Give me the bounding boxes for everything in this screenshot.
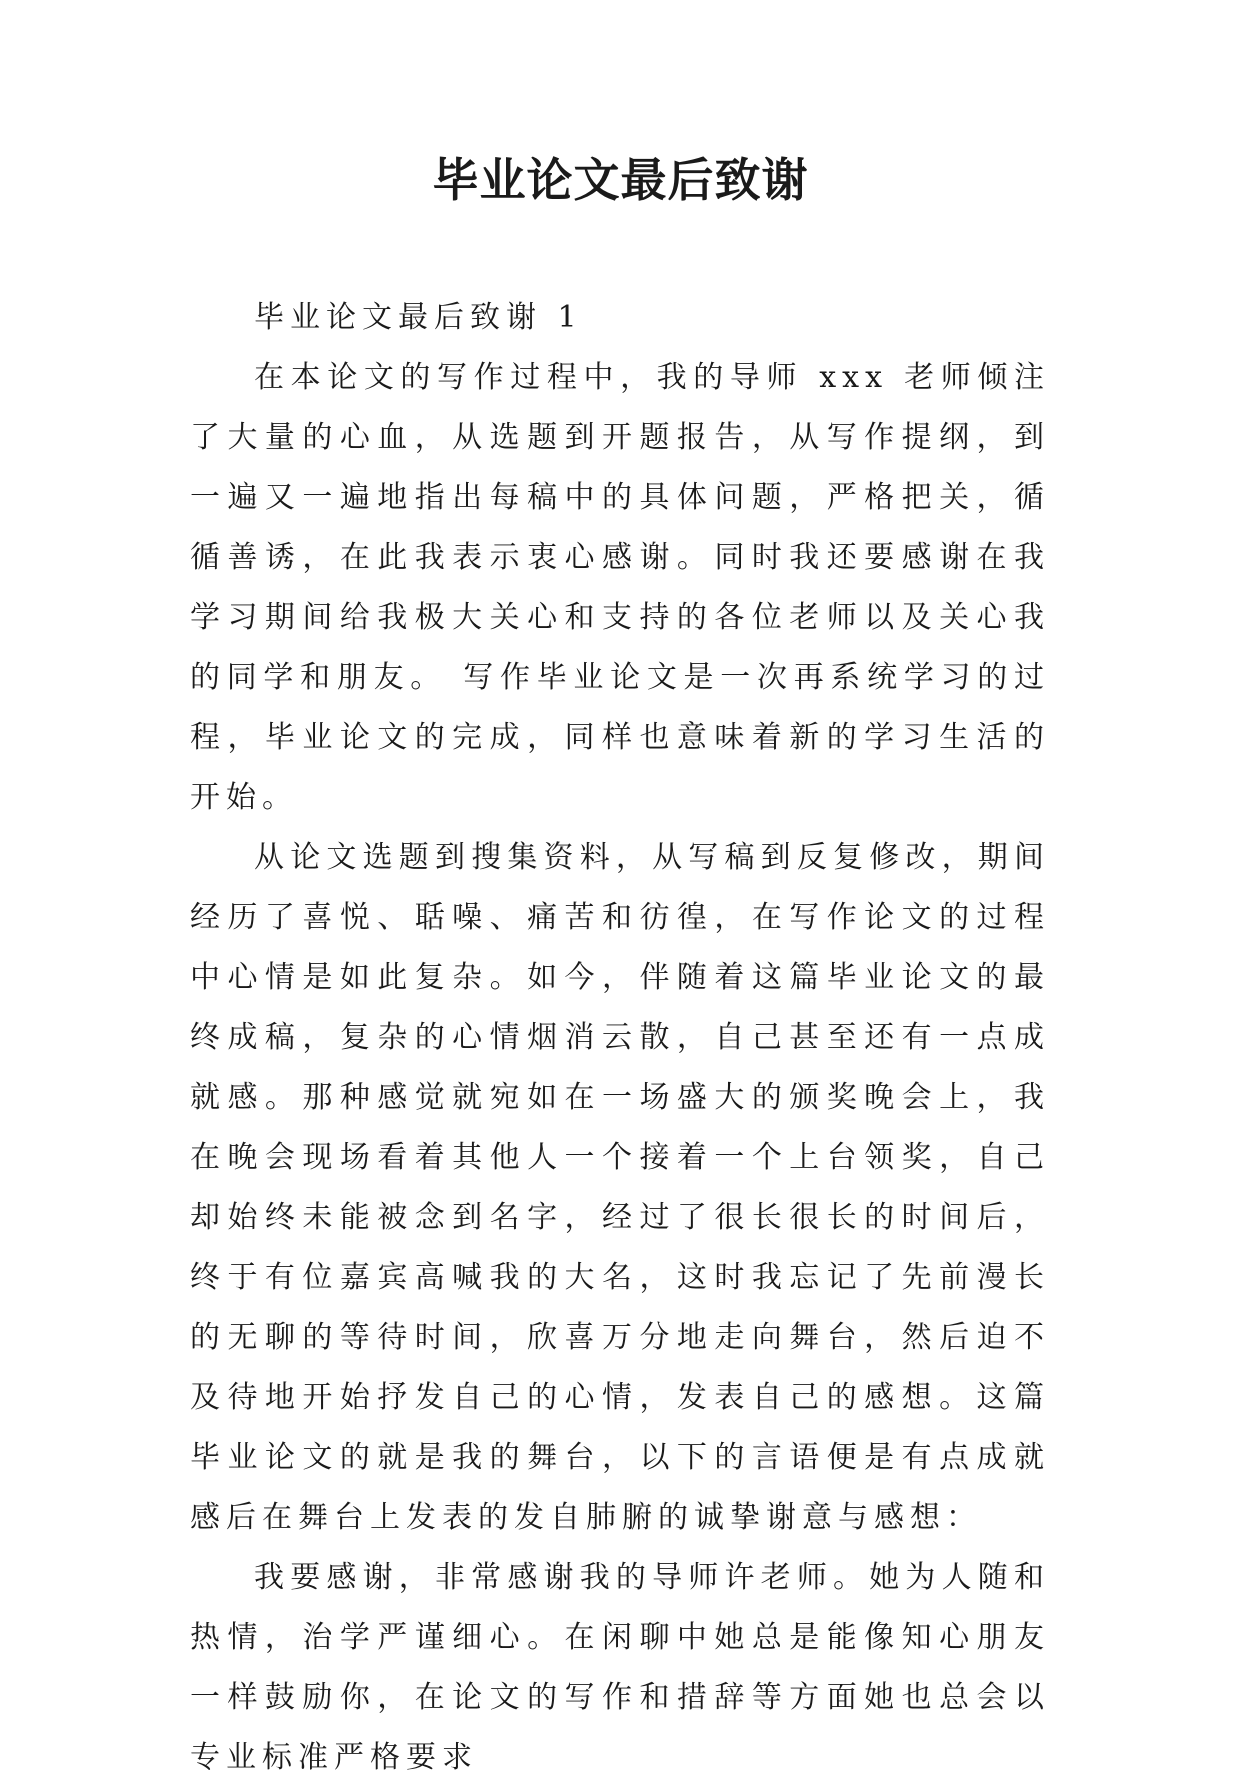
section-heading: 毕业论文最后致谢 1	[254, 300, 583, 335]
paragraph-3: 我要感谢，非常感谢我的导师许老师。她为人随和热情，治学严谨细心。在闲聊中她总是能像知心朋友一样鼓励你，在论文的写作和措辞等方面她也总会以专业标准严格要求	[190, 1560, 1050, 1775]
document-title: 毕业论文最后致谢	[432, 153, 809, 207]
document-body	[190, 288, 1050, 1788]
paragraph-2: 从论文选题到搜集资料，从写稿到反复修改，期间经历了喜悦、聒噪、痛苦和彷徨，在写作论文的过程中心情是如此复杂。如今，伴随着这篇毕业论文的最终成稿，复杂的心情烟消云散，自己甚至还有一点成就感。那种感觉就宛如在一场盛大的颁奖晚会上，我在晚会现场看着其他人一个接着一个上台领奖，自己却始终未能被念到名字，经过了很长很长的时间后，终于有位嘉宾高喊我的大名，这时我忘记了先前漫长的无聊的等待时间，欣喜万分地走向舞台，然后迫不及待地开始抒发自己的心情，发表自己的感想。这篇毕业论文的就是我的舞台，以下的言语便是有点成就感后在舞台上发表的发自肺腑的诚挚谢意与感想：	[190, 840, 1050, 1535]
paragraph-1: 在本论文的写作过程中，我的导师 xxx 老师倾注了大量的心血，从选题到开题报告，从写作提纲，到一遍又一遍地指出每稿中的具体问题，严格把关，循循善诱，在此我表示衷心感谢。同时我还要感谢在我学习期间给我极大关心和支持的各位老师以及关心我的同学和朋友。 写作毕业论文是一次再系统学习的过程，毕业论文的完成，同样也意味着新的学习生活的开始。	[190, 360, 1050, 815]
